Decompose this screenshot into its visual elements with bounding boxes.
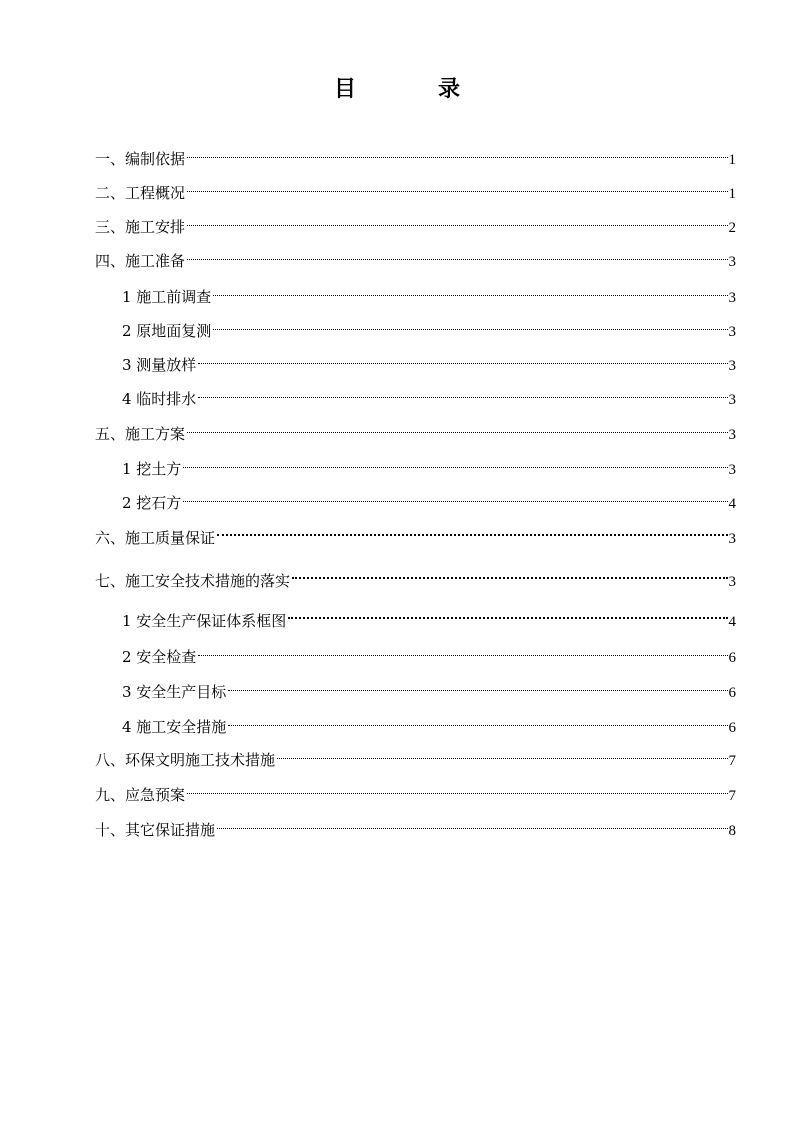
toc-entry-label: 2 挖石方 [122, 494, 182, 512]
toc-entry-label: 1 挖土方 [122, 460, 182, 478]
toc-entry[interactable] [122, 484, 736, 512]
toc-entry-page: 1 [728, 152, 736, 168]
toc-leader [228, 708, 727, 732]
toc-leader [228, 673, 727, 697]
toc-entry-label: 七、施工安全技术措施的落实 [95, 572, 291, 590]
toc-leader [187, 776, 727, 800]
toc-leader [213, 278, 727, 302]
toc-entry-page: 8 [728, 823, 736, 839]
toc-entry-page: 6 [728, 685, 736, 701]
toc-entry-page: 6 [728, 720, 736, 736]
toc-entry[interactable] [122, 278, 736, 306]
toc-entry-label: 五、施工方案 [95, 425, 186, 443]
toc-entry-page: 3 [728, 392, 736, 408]
toc-entry-page: 7 [728, 788, 736, 804]
toc-entry-label: 3 测量放样 [122, 356, 197, 374]
toc-entry-label: 4 施工安全措施 [122, 718, 227, 736]
toc-entry-label: 九、应急预案 [95, 786, 186, 804]
toc-entry-label: 1 施工前调查 [122, 288, 212, 306]
toc-entry[interactable] [95, 776, 736, 804]
toc-entry[interactable] [122, 708, 736, 736]
toc-leader [292, 562, 727, 586]
toc-entry-label: 4 临时排水 [122, 390, 197, 408]
page-title: 目 录 [333, 76, 490, 102]
toc-leader [183, 450, 727, 474]
toc-entry-page: 3 [728, 324, 736, 340]
toc-entry-label: 六、施工质量保证 [95, 529, 216, 547]
toc-entry-label: 2 安全检查 [122, 648, 197, 666]
toc-entry-page: 2 [728, 220, 736, 236]
toc-entry-page: 1 [728, 186, 736, 202]
toc-entry[interactable] [95, 174, 736, 202]
toc-leader [187, 415, 727, 439]
toc-entry-label: 二、工程概况 [95, 184, 186, 202]
toc-entry[interactable] [95, 415, 736, 443]
toc-entry-label: 三、施工安排 [95, 218, 186, 236]
toc-entry-page: 3 [728, 531, 736, 547]
toc-entry-label: 1 安全生产保证体系框图 [122, 612, 287, 630]
toc-entry[interactable] [95, 519, 736, 547]
toc-entry[interactable] [122, 346, 736, 374]
toc-entry[interactable] [122, 312, 736, 340]
toc-leader [217, 519, 727, 543]
toc-entry-label: 2 原地面复测 [122, 322, 212, 340]
toc-entry-page: 3 [728, 254, 736, 270]
toc-leader [187, 208, 727, 232]
toc-leader [198, 638, 727, 662]
toc-entry-page: 3 [728, 462, 736, 478]
toc-leader [187, 242, 727, 266]
toc-entry-page: 3 [728, 358, 736, 374]
toc-entry-page: 6 [728, 650, 736, 666]
toc-leader [213, 312, 727, 336]
toc-leader [288, 602, 727, 626]
toc-entry[interactable] [95, 741, 736, 769]
toc-entry[interactable] [95, 208, 736, 236]
toc-entry[interactable] [122, 638, 736, 666]
toc-entry-page: 3 [728, 290, 736, 306]
toc-entry-label: 四、施工准备 [95, 252, 186, 270]
toc-entry[interactable] [95, 811, 736, 839]
toc-entry[interactable] [122, 602, 736, 630]
toc-entry-page: 4 [728, 496, 736, 512]
toc-entry[interactable] [95, 242, 736, 270]
toc-entry-page: 3 [728, 427, 736, 443]
toc-entry-label: 3 安全生产目标 [122, 683, 227, 701]
toc-entry-label: 一、编制依据 [95, 150, 186, 168]
toc-entry-label: 十、其它保证措施 [95, 821, 216, 839]
toc-leader [187, 140, 727, 164]
toc-entry-label: 八、环保文明施工技术措施 [95, 751, 276, 769]
toc-leader [277, 741, 727, 765]
toc-entry[interactable] [95, 140, 736, 168]
toc-entry[interactable] [122, 380, 736, 408]
toc-entry[interactable] [122, 673, 736, 701]
toc-leader [217, 811, 727, 835]
toc-entry[interactable] [95, 562, 736, 590]
toc-leader [198, 380, 727, 404]
toc-leader [183, 484, 727, 508]
toc-entry-page: 4 [728, 614, 736, 630]
toc-entry-page: 3 [728, 574, 736, 590]
toc-entry[interactable] [122, 450, 736, 478]
toc-leader [198, 346, 727, 370]
toc-leader [187, 174, 727, 198]
toc-entry-page: 7 [728, 753, 736, 769]
